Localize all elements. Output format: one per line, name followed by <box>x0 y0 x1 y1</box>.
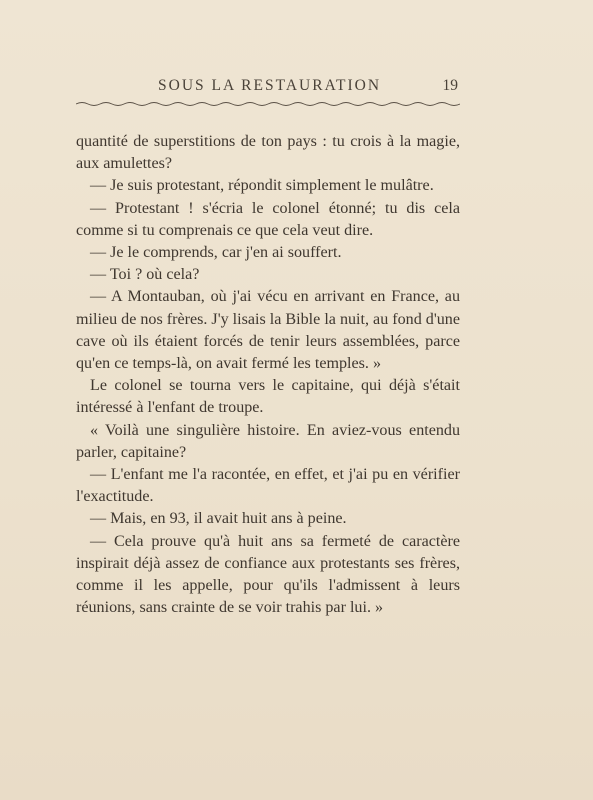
paragraph: — Mais, en 93, il avait huit ans à peine. <box>90 510 347 528</box>
paragraph: quantité de superstitions de ton pays : tu crois à la magie, aux amulettes? <box>76 133 460 173</box>
paragraph: — Je suis protestant, répondit simplement le mulâtre. <box>90 177 434 195</box>
paragraph: — Cela prouve qu'à huit ans sa fermeté de caractère inspirait déjà assez de confiance aux protestants ses frères, comme il les appelle, pour qu'ils l'admissent à leurs réunions, sans crainte de se voir trahis par lui. » <box>76 532 460 617</box>
paragraph: — Je le comprends, car j'en ai souffert. <box>90 244 342 262</box>
header-wavy-rule <box>76 100 460 108</box>
paragraph: « Voilà une singulière histoire. En aviez-vous entendu parler, capitaine? <box>76 421 460 461</box>
page-number: 19 <box>442 77 458 94</box>
paragraph: — Protestant ! s'écria le colonel étonné; tu dis cela comme si tu comprenais ce que cela veut dire. <box>76 199 460 239</box>
paragraph: Le colonel se tourna vers le capitaine, qui déjà s'était intéressé à l'enfant de troupe. <box>76 377 460 417</box>
running-title: SOUS LA RESTAURATION <box>158 77 382 94</box>
body-text <box>76 131 460 619</box>
running-header <box>76 77 460 99</box>
paragraph: — A Montauban, où j'ai vécu en arrivant en France, au milieu de nos frères. J'y lisais la Bible la nuit, au fond d'une cave où ils étaient forcés de tenir leurs assemblées, parce qu'en ce temps-là, on avait fermé les temples. » <box>76 288 460 373</box>
paragraph: — Toi ? où cela? <box>90 266 200 284</box>
paragraph: — L'enfant me l'a racontée, en effet, et j'ai pu en vérifier l'exactitude. <box>76 466 460 506</box>
